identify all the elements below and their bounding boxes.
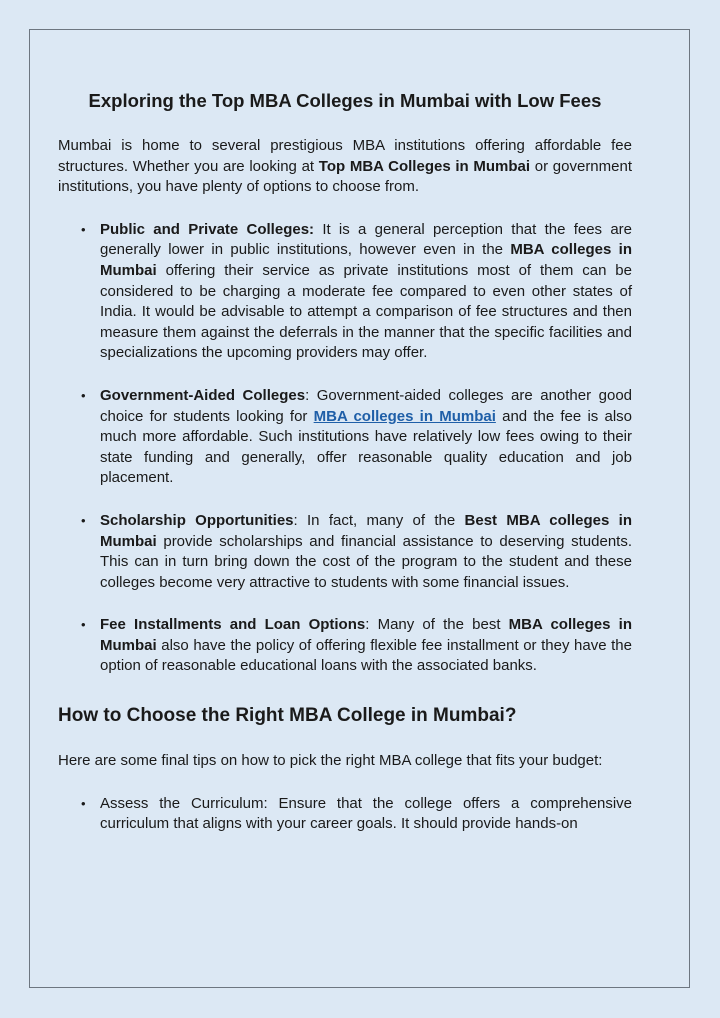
list-item-installments-loans [58, 615, 632, 677]
item-text: provide scholarships and financial assistance to deserving students. This can in turn bring down the cost of the program to the student and these colleges become very attractive to students with some financial issues. [100, 532, 632, 591]
item-text: : Government-aided colleges are another good choice for students looking for [100, 386, 633, 425]
fee-options-list [58, 220, 632, 677]
item-text: offering their service as private institutions most of them can be considered to be charging a moderate fee compared to even other states of India. It would be advisable to attempt a comparison of fee structures and then measure them against the deferrals in the manner that the specific facilities and specializations the upcoming providers may offer. [100, 261, 632, 362]
mba-colleges-link[interactable]: MBA colleges in Mumbai [313, 407, 496, 425]
item-text: Assess the Curriculum: Ensure that the college offers a comprehensive curriculum that aligns with your career goals. It should provide hands-on [100, 794, 632, 833]
tips-list [58, 794, 632, 835]
intro-text-1: Mumbai is home to several prestigious MBA institutions offering affordable fee structures. Whether you are looking at [58, 137, 632, 175]
item-text: and the fee is also much more affordable. Such institutions have relatively low fees owing to their state funding and generally, offer reasonable quality education and job placement. [100, 407, 632, 487]
list-item-government-aided [58, 386, 632, 489]
list-item-scholarship [58, 511, 632, 593]
document-content [58, 88, 632, 835]
item-text: also have the policy of offering flexible fee installment or they have the option of reasonable educational loans with the associated banks. [100, 636, 632, 675]
item-bold-keyword: Best MBA colleges in Mumbai [100, 511, 632, 550]
item-bold-keyword: MBA colleges in Mumbai [100, 241, 632, 279]
list-item-public-private [58, 220, 632, 364]
item-heading: Government-Aided Colleges [100, 386, 306, 404]
bullet-icon: • [81, 221, 86, 237]
intro-text-2: or government institutions, you have plenty of options to choose from. [58, 157, 632, 196]
section-intro-paragraph: Here are some final tips on how to pick the right MBA college that fits your budget: [58, 752, 603, 770]
intro-bold-keyword: Top MBA Colleges in Mumbai [318, 157, 531, 175]
item-text: : Many of the best [365, 616, 509, 634]
item-heading: Scholarship Opportunities [100, 511, 294, 529]
section-heading: How to Choose the Right MBA College in Mumbai? [58, 705, 517, 727]
item-heading: Fee Installments and Loan Options [100, 616, 366, 634]
item-text: It is a general perception that the fees are generally lower in public institutions, however even in the [100, 220, 632, 259]
bullet-icon: • [81, 795, 86, 811]
item-bold-keyword: MBA colleges in Mumbai [100, 616, 632, 654]
bullet-icon: • [81, 387, 86, 403]
intro-paragraph [58, 136, 632, 198]
bullet-icon: • [81, 512, 86, 528]
item-heading: Public and Private Colleges: [100, 220, 315, 238]
list-item-curriculum [58, 794, 632, 835]
bullet-icon: • [81, 617, 86, 633]
page-title: Exploring the Top MBA Colleges in Mumbai with Low Fees [88, 90, 602, 111]
item-text: : In fact, many of the [293, 511, 465, 529]
